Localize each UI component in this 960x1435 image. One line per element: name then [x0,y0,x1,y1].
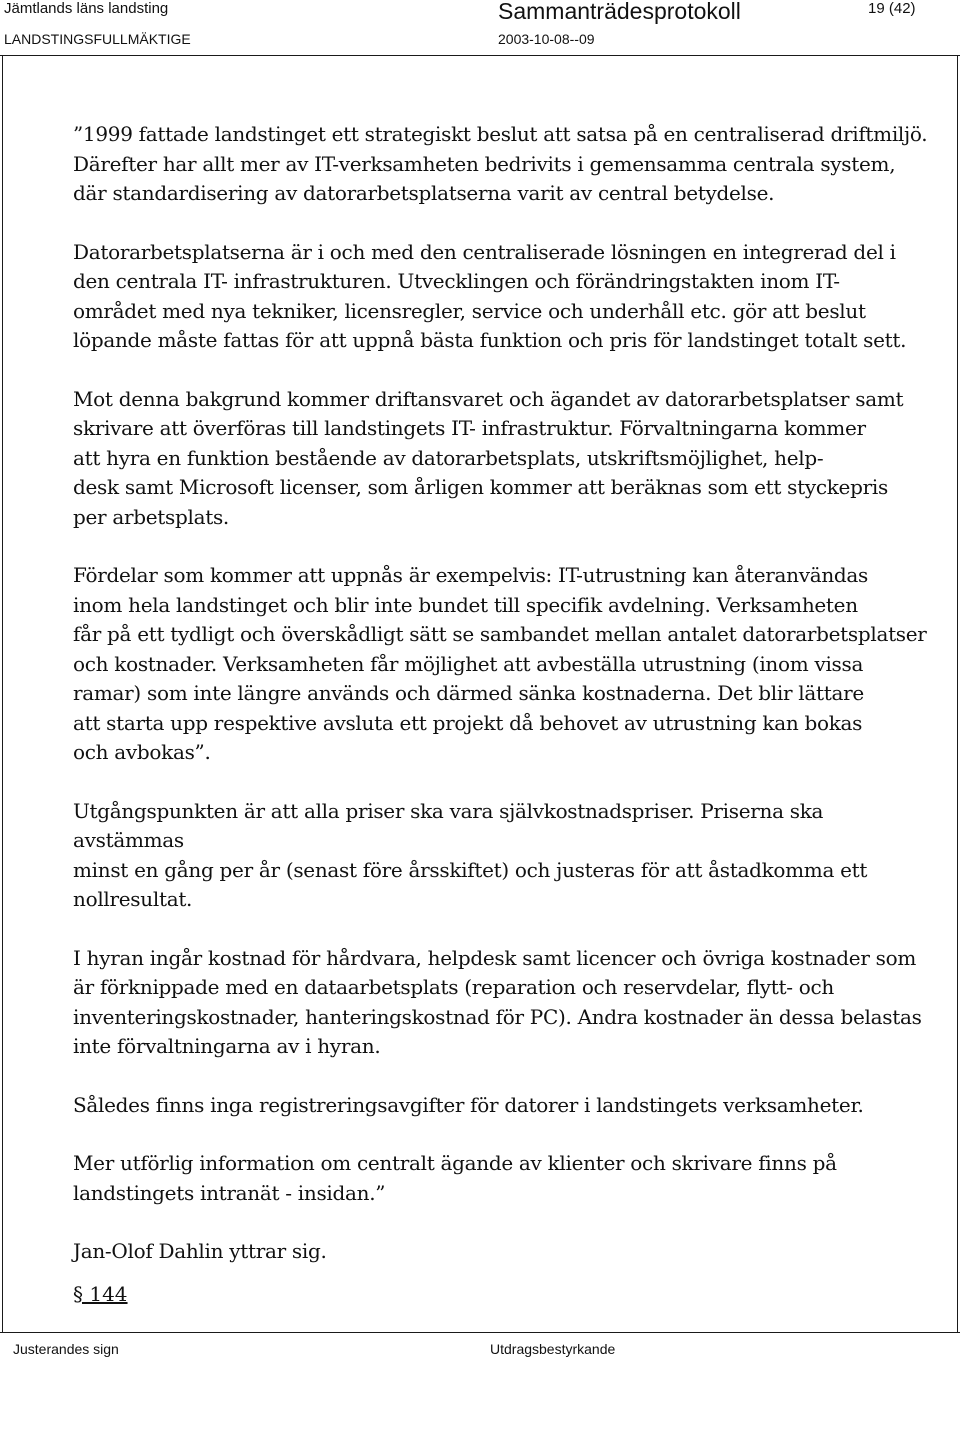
header-organization: Jämtlands läns landsting [4,0,169,17]
header-date: 2003-10-08--09 [498,31,595,47]
left-border [2,55,3,1332]
paragraph: Mot denna bakgrund kommer driftansvaret och ägandet av datorarbetsplatser samt skrivare att överföras till landstingets IT- infrastruktur. Förvaltningarna kommer att hyra en funktion bestående av datorarbetsplats, utskriftsmöjlighet, help- desk samt Microsoft licenser, som årligen kommer att beräknas som ett styckepris per arbetsplats. [73,386,904,529]
section-marker: § 144 [73,1282,128,1306]
header-rule [0,55,960,56]
footer-certification-label: Utdragsbestyrkande [490,1341,616,1357]
paragraph: I hyran ingår kostnad för hårdvara, helpdesk samt licencer och övriga kostnader som är förknippade med en dataarbetsplats (reparation och reservdelar, flytt- och inventeringskostnader, hanteringskostnad för PC). Andra kostnader än dessa belastas inte förvaltningarna av i hyran. [73,945,922,1058]
paragraph: ”1999 fattade landstinget ett strategiskt beslut att satsa på en centraliserad driftmiljö. Därefter har allt mer av IT-verksamheten bedrivits i gemensamma centrala system, där standardisering av datorarbetsplatserna varit av central betydelse. [73,122,928,205]
header-body: LANDSTINGSFULLMÄKTIGE [4,31,191,47]
footer-rule [0,1332,960,1333]
paragraph: Fördelar som kommer att uppnås är exempelvis: IT-utrustning kan återanvändas inom hela landstinget och blir inte bundet till specifik avdelning. Verksamheten får på ett tydligt och överskådligt sätt se sambandet mellan antalet datorarbetsplatser och kostnader. Verksamheten får möjlighet att avbeställa utrustning (inom vissa ramar) som inte längre används och därmed sänka kostnaderna. Det blir lättare att starta upp respektive avsluta ett projekt då behovet av utrustning kan bokas och avbokas”. [73,563,927,764]
right-border [957,55,958,1332]
page-number: 19 (42) [868,0,916,17]
paragraph: Således finns inga registreringsavgifter för datorer i landstingets verksamheter. [73,1092,864,1117]
footer-signature-label: Justerandes sign [13,1341,119,1357]
paragraph: Mer utförlig information om centralt ägande av klienter och skrivare finns på landstingets intranät - insidan.” [73,1151,837,1205]
paragraph: Datorarbetsplatserna är i och med den centraliserade lösningen en integrerad del i den centrala IT- infrastrukturen. Utvecklingen och förändringstakten inom IT- området med nya tekniker, licensregler, service och underhåll etc. gör att beslut löpande måste fattas för att uppnå bästa funktion och pris för landstinget totalt sett. [73,239,907,352]
document-title: Sammanträdesprotokoll [498,0,741,24]
paragraph: Jan-Olof Dahlin yttrar sig. [73,1239,327,1263]
paragraph: Utgångspunkten är att alla priser ska vara självkostnadspriser. Priserna ska avstämmas minst en gång per år (senast före årsskiftet) och justeras för att åstadkomma ett nollresultat. [73,798,868,911]
document-body [73,120,935,1296]
